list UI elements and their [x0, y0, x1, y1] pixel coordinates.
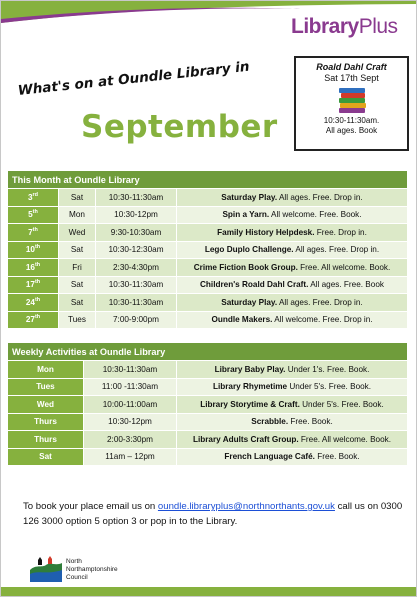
event-date: 5th: [8, 206, 59, 224]
activity-time: 10:00-11:00am: [84, 396, 177, 414]
council-name-line3: Council: [66, 574, 88, 581]
event-time: 10:30-11:30am: [96, 276, 177, 294]
event-date: 24th: [8, 294, 59, 312]
event-time: 10:30-12:30am: [96, 241, 177, 259]
heading-line: What's on at Oundle Library in: [17, 58, 251, 99]
event-time: 9:30-10:30am: [96, 224, 177, 242]
weekly-heading: Weekly Activities at Oundle Library: [8, 343, 408, 361]
activity-time: 11:00 -11:30am: [84, 378, 177, 396]
table-row: [8, 311, 408, 329]
event-description: Oundle Makers. All welcome. Free. Drop in.: [177, 311, 408, 329]
this-month-table: [7, 170, 408, 329]
activity-day: Thurs: [8, 431, 84, 449]
table-row: [8, 276, 408, 294]
event-day: Sat: [59, 189, 96, 207]
activity-day: Mon: [8, 361, 84, 379]
event-date: 3rd: [8, 189, 59, 207]
footer-bar: [1, 587, 417, 597]
table-row: [8, 413, 408, 431]
activity-description: French Language Café. Free. Book.: [177, 448, 408, 466]
event-time: 7:00-9:00pm: [96, 311, 177, 329]
activity-time: 10:30-11:30am: [84, 361, 177, 379]
event-description: Crime Fiction Book Group. Free. All welcome. Book.: [177, 259, 408, 277]
table-row: [8, 431, 408, 449]
logo-part-library: Library: [291, 15, 359, 38]
booking-info: [23, 499, 403, 529]
promo-note: All ages. Book: [325, 126, 378, 135]
event-description: Saturday Play. All ages. Free. Drop in.: [177, 189, 408, 207]
council-name-line1: North: [66, 558, 82, 565]
table-row: [8, 361, 408, 379]
event-day: Tues: [59, 311, 96, 329]
event-description: Lego Duplo Challenge. All ages. Free. Drop in.: [177, 241, 408, 259]
event-description: Saturday Play. All ages. Free. Drop in.: [177, 294, 408, 312]
books-icon: [339, 88, 365, 112]
table-row: [8, 396, 408, 414]
promo-title: Roald Dahl Craft: [316, 62, 387, 72]
libraryplus-logo: [291, 15, 398, 39]
booking-text-after: call us on 0300 126 3000 option 5 option 3 or pop in to the Library.: [23, 501, 403, 527]
activity-day: Sat: [8, 448, 84, 466]
activity-description: Library Baby Play. Under 1's. Free. Book.: [177, 361, 408, 379]
this-month-heading: This Month at Oundle Library: [8, 171, 408, 189]
event-time: 10:30-11:30am: [96, 189, 177, 207]
activity-time: 2:00-3:30pm: [84, 431, 177, 449]
month-title: September: [81, 109, 278, 145]
event-date: 10th: [8, 241, 59, 259]
event-day: Sat: [59, 294, 96, 312]
event-day: Mon: [59, 206, 96, 224]
event-time: 10:30-12pm: [96, 206, 177, 224]
event-date: 17th: [8, 276, 59, 294]
table-row: [8, 241, 408, 259]
booking-text-before: To book your place email us on: [23, 501, 158, 512]
event-day: Sat: [59, 276, 96, 294]
logo-part-plus: Plus: [358, 15, 398, 38]
council-name: [66, 558, 156, 582]
event-day: Fri: [59, 259, 96, 277]
event-time: 2:30-4:30pm: [96, 259, 177, 277]
activity-description: Scrabble. Free. Book.: [177, 413, 408, 431]
event-day: Sat: [59, 241, 96, 259]
table-row: [8, 378, 408, 396]
activity-time: 11am – 12pm: [84, 448, 177, 466]
promo-box: [294, 56, 409, 151]
event-date: 16th: [8, 259, 59, 277]
event-description: Children's Roald Dahl Craft. All ages. Free. Book: [177, 276, 408, 294]
activity-time: 10:30-12pm: [84, 413, 177, 431]
table-row: [8, 189, 408, 207]
activity-description: Library Storytime & Craft. Under 5's. Free. Book.: [177, 396, 408, 414]
event-time: 10:30-11:30am: [96, 294, 177, 312]
promo-time: 10:30-11:30am.: [323, 116, 380, 125]
activity-description: Library Adults Craft Group. Free. All welcome. Book.: [177, 431, 408, 449]
table-row: [8, 224, 408, 242]
activity-day: Wed: [8, 396, 84, 414]
weekly-table: [7, 342, 408, 466]
table-row: [8, 448, 408, 466]
table-row: [8, 206, 408, 224]
event-description: Family History Helpdesk. Free. Drop in.: [177, 224, 408, 242]
activity-description: Library Rhymetime Under 5's. Free. Book.: [177, 378, 408, 396]
table-row: [8, 259, 408, 277]
event-day: Wed: [59, 224, 96, 242]
email-link[interactable]: oundle.libraryplus@northnorthants.gov.uk: [157, 501, 335, 512]
activity-day: Tues: [8, 378, 84, 396]
promo-date: Sat 17th Sept: [324, 73, 379, 83]
event-date: 27th: [8, 311, 59, 329]
event-description: Spin a Yarn. All welcome. Free. Book.: [177, 206, 408, 224]
council-name-line2: Northamptonshire: [66, 566, 118, 573]
council-emblem-icon: [28, 556, 64, 582]
activity-day: Thurs: [8, 413, 84, 431]
table-row: [8, 294, 408, 312]
event-date: 7th: [8, 224, 59, 242]
